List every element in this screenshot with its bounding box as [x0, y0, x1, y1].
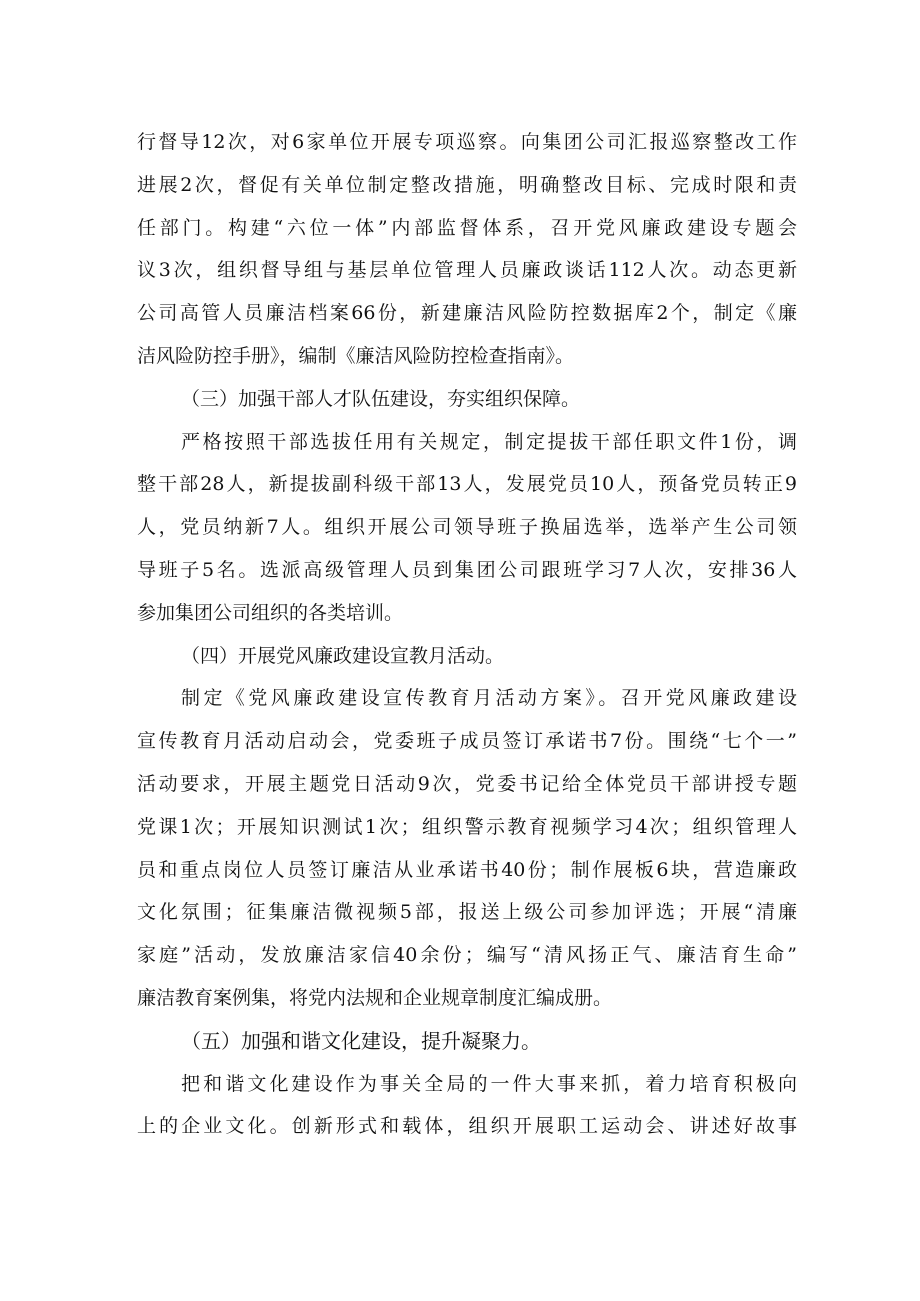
- section-heading-5: （五）加强和谐文化建设，提升凝聚力。: [181, 1028, 541, 1053]
- paragraph-line: 导班子5名。选派高级管理人员到集团公司跟班学习7人次，安排36人: [137, 558, 797, 581]
- paragraph-line: 制定《党风廉政建设宣传教育月活动方案》。召开党风廉政建设: [181, 687, 797, 710]
- section-heading-3: （三）加强干部人才队伍建设，夯实组织保障。: [181, 387, 581, 410]
- paragraph-line: 议3次，组织督导组与基层单位管理人员廉政谈话112人次。动态更新: [137, 259, 797, 282]
- paragraph-line: 整干部28人，新提拔副科级干部13人，发展党员10人，预备党员转正9: [137, 473, 797, 496]
- paragraph-line: 家庭”活动，发放廉洁家信40余份；编写“清风扬正气、廉洁育生命”: [137, 944, 797, 967]
- paragraph-line: 廉洁教育案例集，将党内法规和企业规章制度汇编成册。: [137, 986, 613, 1009]
- paragraph-line: 员和重点岗位人员签订廉洁从业承诺书40份；制作展板6块，营造廉政: [137, 858, 797, 881]
- paragraph-line: 文化氛围；征集廉洁微视频5部，报送上级公司参加评选；开展“清廉: [137, 901, 797, 924]
- paragraph-line: 行督导12次，对6家单位开展专项巡察。向集团公司汇报巡察整改工作: [137, 131, 797, 153]
- document-body: [137, 121, 797, 1148]
- paragraph-line: 把和谐文化建设作为事关全局的一件大事来抓，着力培育积极向: [181, 1072, 797, 1095]
- paragraph-line: 洁风险防控手册》，编制《廉洁风险防控检查指南》。: [137, 344, 575, 367]
- paragraph-line: 上的企业文化。创新形式和载体，组织开展职工运动会、讲述好故事: [137, 1115, 797, 1138]
- section-heading-4: （四）开展党风廉政建设宣教月活动。: [181, 644, 505, 667]
- paragraph-line: 公司高管人员廉洁档案66份，新建廉洁风险防控数据库2个，制定《廉: [137, 302, 797, 325]
- paragraph-line: 参加集团公司组织的各类培训。: [137, 601, 404, 624]
- paragraph-line: 人，党员纳新7人。组织开展公司领导班子换届选举，选举产生公司领: [137, 516, 797, 539]
- paragraph-line: 党课1次；开展知识测试1次；组织警示教育视频学习4次；组织管理人: [137, 815, 797, 838]
- paragraph-line: 进展2次，督促有关单位制定整改措施，明确整改目标、完成时限和责: [137, 173, 797, 196]
- paragraph-line: 活动要求，开展主题党日活动9次，党委书记给全体党员干部讲授专题: [137, 772, 797, 795]
- paragraph-line: 严格按照干部选拔任用有关规定，制定提拔干部任职文件1份，调: [181, 430, 797, 453]
- paragraph-line: 宣传教育月活动启动会，党委班子成员签订承诺书7份。围绕“七个一”: [137, 730, 797, 753]
- paragraph-line: 任部门。构建“六位一体”内部监督体系，召开党风廉政建设专题会: [137, 216, 797, 239]
